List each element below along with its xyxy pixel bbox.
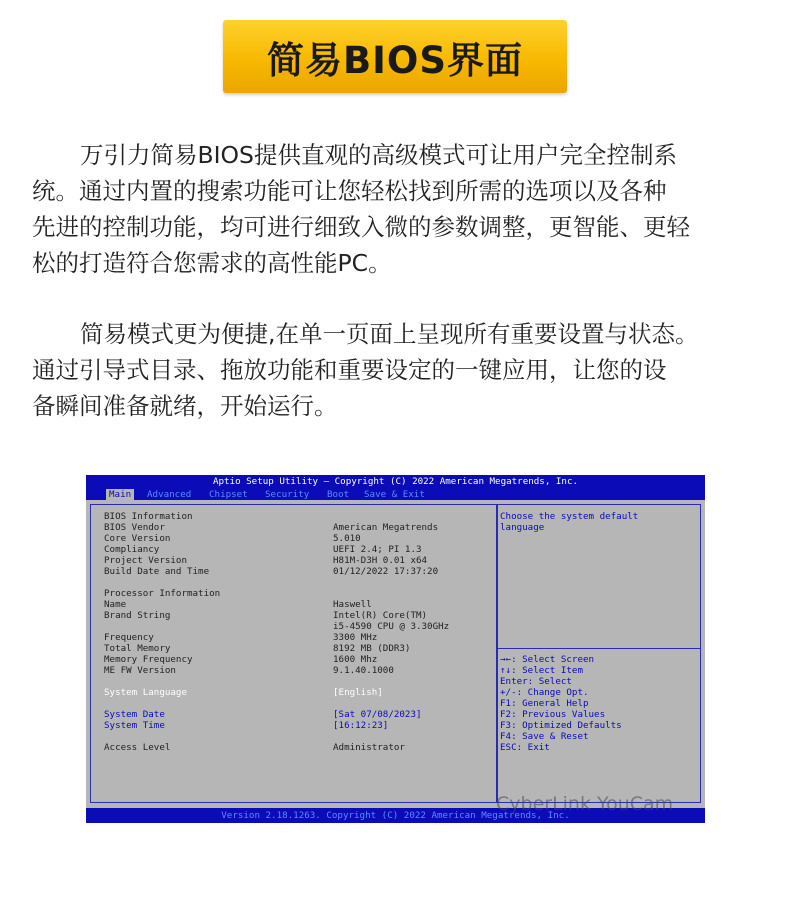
- bios-screenshot: [86, 475, 705, 823]
- title-banner: [223, 20, 567, 93]
- help-description: Choose the system default: [500, 511, 639, 522]
- value-me-fw-version: 9.1.40.1000: [333, 665, 394, 676]
- intro-paragraph-2: [32, 316, 767, 424]
- value-compliancy: UEFI 2.4; PI 1.3: [333, 544, 422, 555]
- help-key: +/-: Change Opt.: [500, 687, 589, 698]
- tab-save-exit[interactable]: Save & Exit: [364, 489, 425, 500]
- intro-paragraph-1: [32, 137, 767, 281]
- tab-security[interactable]: Security: [265, 489, 310, 500]
- section-processor-information: Processor Information: [104, 588, 221, 599]
- value-build-date: 01/12/2022 17:37:20: [333, 566, 439, 577]
- paragraph-line: 万引力简易BIOS提供直观的高级模式可让用户完全控制系: [80, 141, 677, 169]
- banner-title: 简易BIOS界面: [266, 38, 524, 82]
- label-system-time[interactable]: System Time: [104, 720, 165, 731]
- tab-chipset[interactable]: Chipset: [209, 489, 248, 500]
- system-language-select[interactable]: [English]: [333, 687, 383, 698]
- bios-tab-bar: [86, 489, 705, 500]
- help-key: Enter: Select: [500, 676, 572, 687]
- label-system-language[interactable]: System Language: [104, 687, 187, 698]
- paragraph-line: 先进的控制功能，均可进行细致入微的参数调整，更智能、更轻: [32, 213, 690, 241]
- label-bios-vendor: BIOS Vendor: [104, 522, 165, 533]
- label-memory-frequency: Memory Frequency: [104, 654, 193, 665]
- help-description: language: [500, 522, 545, 533]
- help-key: F3: Optimized Defaults: [500, 720, 622, 731]
- help-key: ↑↓: Select Item: [500, 665, 583, 676]
- label-project-version: Project Version: [104, 555, 187, 566]
- label-name: Name: [104, 599, 127, 610]
- paragraph-line: 松的打造符合您需求的高性能PC。: [32, 249, 392, 277]
- bios-footer: Version 2.18.1263. Copyright (C) 2022 American Megatrends, Inc.: [86, 808, 705, 823]
- section-bios-information: BIOS Information: [104, 511, 193, 522]
- label-me-fw-version: ME FW Version: [104, 665, 176, 676]
- help-key: F4: Save & Reset: [500, 731, 589, 742]
- help-divider: [497, 648, 700, 649]
- value-access-level: Administrator: [333, 742, 405, 753]
- paragraph-line: 统。通过内置的搜索功能可让您轻松找到所需的选项以及各种: [32, 177, 667, 205]
- bios-title-bar: Aptio Setup Utility – Copyright (C) 2022 American Megatrends, Inc.: [86, 475, 705, 489]
- system-time-field[interactable]: [16:12:23]: [333, 720, 389, 731]
- label-access-level: Access Level: [104, 742, 171, 753]
- label-frequency: Frequency: [104, 632, 154, 643]
- watermark: CyberLink YouCam: [496, 793, 674, 815]
- label-core-version: Core Version: [104, 533, 171, 544]
- label-total-memory: Total Memory: [104, 643, 171, 654]
- value-brand-string-cont: i5-4590 CPU @ 3.30GHz: [333, 621, 450, 632]
- value-memory-frequency: 1600 Mhz: [333, 654, 378, 665]
- label-brand-string: Brand String: [104, 610, 171, 621]
- help-key: ESC: Exit: [500, 742, 550, 753]
- paragraph-line: 通过引导式目录、拖放功能和重要设定的一键应用，让您的设: [32, 356, 667, 384]
- value-total-memory: 8192 MB (DDR3): [333, 643, 411, 654]
- tab-advanced[interactable]: Advanced: [147, 489, 192, 500]
- label-compliancy: Compliancy: [104, 544, 160, 555]
- tab-boot[interactable]: Boot: [327, 489, 350, 500]
- system-date-field[interactable]: [Sat 07/08/2023]: [333, 709, 422, 720]
- value-bios-vendor: American Megatrends: [333, 522, 439, 533]
- paragraph-line: 备瞬间准备就绪，开始运行。: [32, 392, 338, 420]
- value-brand-string: Intel(R) Core(TM): [333, 610, 428, 621]
- value-project-version: H81M-D3H 0.01 x64: [333, 555, 428, 566]
- value-name: Haswell: [333, 599, 372, 610]
- help-key: F1: General Help: [500, 698, 589, 709]
- paragraph-line: 简易模式更为便捷,在单一页面上呈现所有重要设置与状态。: [80, 320, 699, 348]
- help-key: F2: Previous Values: [500, 709, 606, 720]
- tab-main[interactable]: Main: [106, 489, 134, 500]
- value-frequency: 3300 MHz: [333, 632, 378, 643]
- label-build-date: Build Date and Time: [104, 566, 210, 577]
- label-system-date[interactable]: System Date: [104, 709, 165, 720]
- help-key: →←: Select Screen: [500, 654, 595, 665]
- value-core-version: 5.010: [333, 533, 361, 544]
